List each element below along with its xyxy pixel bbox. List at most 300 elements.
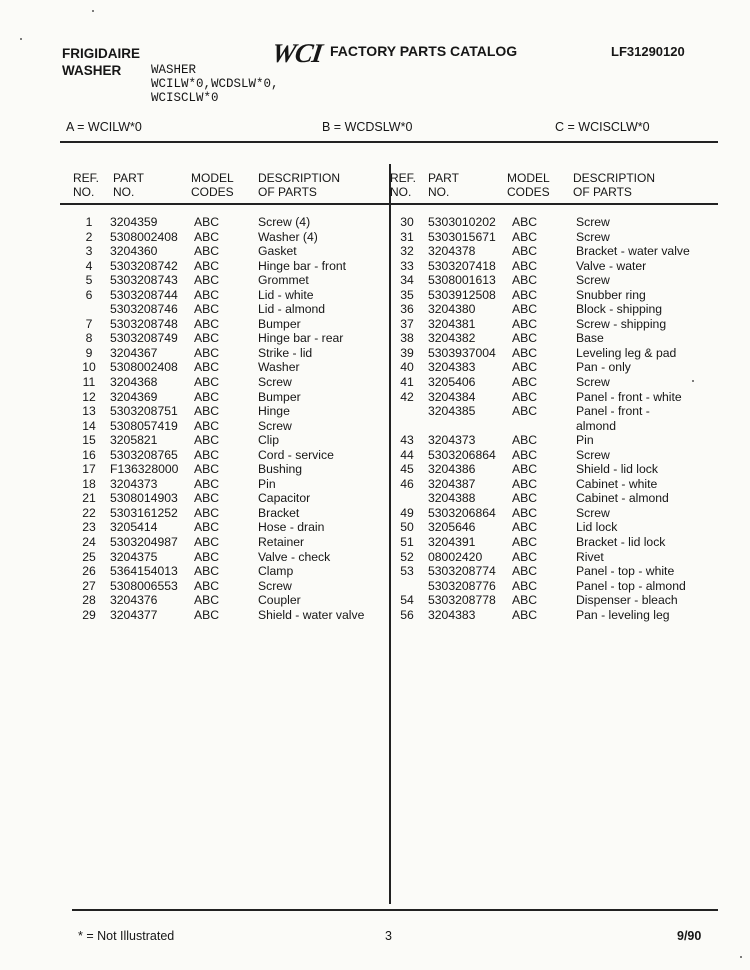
model-codes: ABC [194,316,220,331]
part-description: Lid - almond [258,302,326,317]
part-description: Washer (4) [258,229,318,244]
part-description: Cabinet - almond [576,491,669,506]
part-description: Strike - lid [258,345,313,360]
part-description: Bracket - lid lock [576,535,666,550]
part-description: Pan - only [576,360,631,375]
part-description: Panel - top - white [576,564,675,579]
ref-number: 54 [400,593,414,608]
parts-row [390,302,726,317]
ref-number: 30 [400,215,414,229]
parts-row [390,390,726,405]
ref-number: 52 [400,549,414,564]
part-description: Screw - shipping [576,316,667,331]
parts-row [390,433,726,448]
header-description-label: DESCRIPTION [573,171,656,185]
header-description-label: OF PARTS [258,185,317,199]
scan-speck [740,956,742,958]
model-codes: ABC [194,331,220,346]
part-number: F136328000 [110,462,179,477]
part-number: 3205821 [110,433,158,448]
part-description: Bracket - water valve [576,244,690,259]
model-codes: ABC [194,345,220,360]
model-codes: ABC [194,215,220,229]
scan-speck [692,380,694,382]
model-codes: ABC [512,535,538,550]
header-part-label: NO. [113,185,135,199]
part-description: Clamp [258,564,294,579]
footnote: * = Not Illustrated [78,929,175,943]
part-number: 3204359 [110,215,158,229]
model-codes: ABC [194,287,220,302]
parts-row [72,273,382,288]
part-description: Base [576,331,604,346]
part-description: Bushing [258,462,303,477]
ref-number: 46 [400,476,414,491]
bottom-rule [72,909,718,911]
parts-row [72,390,382,405]
model-codes: ABC [194,462,220,477]
model-codes: ABC [512,229,538,244]
ref-number [390,491,428,506]
parts-row [390,579,726,594]
part-description: Bumper [258,389,301,404]
part-number: 3204375 [110,549,158,564]
ref-number: 36 [400,302,414,317]
part-number: 3204369 [110,389,158,404]
parts-row [72,215,382,230]
part-number: 5303208776 [428,578,496,593]
ref-number: 11 [82,375,96,390]
part-number: 3204381 [428,316,476,331]
part-number: 3205646 [428,520,476,535]
model-codes: ABC [194,433,220,448]
part-number: 5303206864 [428,505,496,520]
ref-number: 51 [400,535,414,550]
parts-row [390,491,726,506]
header-model-label: CODES [191,185,234,199]
ref-number: 26 [82,564,96,579]
ref-number: 49 [400,505,414,520]
header-model-label: CODES [507,185,550,199]
part-number: 3204382 [428,331,476,346]
page-number: 3 [385,929,392,943]
model-codes: ABC [512,316,538,331]
ref-number: 12 [82,389,96,404]
parts-row [72,520,382,535]
brand-block [62,45,140,79]
parts-row [72,375,382,390]
model-codes: ABC [512,258,538,273]
ref-number: 1 [85,215,93,229]
part-description: Pan - leveling leg [576,607,670,622]
parts-row [72,302,382,317]
ref-number: 2 [85,229,93,244]
parts-row [72,448,382,463]
parts-row [390,448,726,463]
revision-date: 9/90 [677,929,702,943]
part-number: 5303208746 [110,302,178,317]
part-number: 3205406 [428,375,476,390]
ref-number: 28 [82,593,96,608]
ref-number: 23 [82,520,96,535]
parts-row [72,419,382,434]
model-key-a: A = WCILW*0 [66,120,142,134]
part-number: 5308057419 [110,418,178,433]
part-number: 3204377 [110,607,158,622]
part-description: Screw [258,578,292,593]
header-ref [390,171,416,199]
ref-number: 38 [400,331,414,346]
parts-row [72,477,382,492]
parts-row [390,535,726,550]
model-codes: ABC [512,593,538,608]
model-codes: ABC [512,215,538,229]
part-description: Dispenser - bleach [576,593,678,608]
part-description: Block - shipping [576,302,663,317]
parts-row [72,331,382,346]
part-number: 5303208744 [110,287,178,302]
ref-number: 15 [82,433,96,448]
ref-number: 32 [400,244,414,259]
part-number: 5303208765 [110,447,178,462]
ref-number [390,404,428,419]
part-number: 5303208742 [110,258,178,273]
parts-row [72,506,382,521]
model-codes: ABC [194,273,220,288]
part-description: Screw [576,273,610,288]
part-number: 5303208743 [110,273,178,288]
part-number: 5303208749 [110,331,178,346]
part-description: Hinge bar - front [258,258,347,273]
part-number: 5308014903 [110,491,178,506]
parts-row [72,346,382,361]
model-codes: ABC [512,389,538,404]
model-list [151,63,279,105]
model-codes: ABC [194,535,220,550]
model-codes: ABC [512,447,538,462]
part-number: 3204367 [110,345,158,360]
parts-row [72,288,382,303]
part-description: Screw [576,505,610,520]
parts-row [72,579,382,594]
part-number: 3204380 [428,302,476,317]
model-codes: ABC [512,462,538,477]
parts-row [390,288,726,303]
model-codes: ABC [194,476,220,491]
model-codes: ABC [194,593,220,608]
header-part-label: PART [113,171,144,185]
ref-number: 10 [82,360,96,375]
parts-row [72,433,382,448]
parts-row [390,346,726,361]
parts-row [72,593,382,608]
parts-row [72,491,382,506]
part-number: 5303206864 [428,447,496,462]
part-number: 3204388 [428,491,476,506]
part-description: Clip [258,433,279,448]
parts-row [72,244,382,259]
part-description: Screw [576,215,610,229]
ref-number: 31 [400,229,414,244]
model-codes: ABC [512,520,538,535]
ref-number: 14 [82,418,96,433]
header-description-label: OF PARTS [573,185,632,199]
model-codes: ABC [194,404,220,419]
part-number: 3204391 [428,535,476,550]
parts-row [390,477,726,492]
part-number: 5308002408 [110,360,178,375]
model-codes: ABC [512,549,538,564]
part-number: 3204385 [428,404,476,419]
ref-number: 34 [400,273,414,288]
part-description: Hinge [258,404,290,419]
parts-row [390,608,726,623]
ref-number: 29 [82,607,96,622]
ref-number: 53 [400,564,414,579]
ref-number: 43 [400,433,414,448]
model-codes [512,419,576,434]
part-description: Grommet [258,273,309,288]
ref-number: 6 [85,287,93,302]
ref-number: 3 [85,244,93,259]
ref-number: 18 [82,476,96,491]
part-description: almond [576,418,616,433]
part-number: 5364154013 [110,564,178,579]
part-description: Lid - white [258,287,314,302]
part-description: Coupler [258,593,301,608]
model-codes: ABC [512,404,538,419]
ref-number: 37 [400,316,414,331]
part-number: 5303204987 [110,535,178,550]
part-number: 5303161252 [110,505,178,520]
part-description: Valve - water [576,258,647,273]
part-number: 3204387 [428,476,476,491]
model-codes: ABC [194,418,220,433]
part-number: 3205414 [110,520,158,535]
ref-number: 35 [400,287,414,302]
part-description: Shield - lid lock [576,462,658,477]
parts-row [390,520,726,535]
parts-row [72,259,382,274]
header-ref-label: NO. [390,185,412,199]
model-codes: ABC [512,331,538,346]
ref-number: 24 [82,535,96,550]
model-key-c: C = WCISCLW*0 [555,120,650,134]
header-part-label: NO. [428,185,450,199]
header-model [507,171,550,199]
parts-table-left [72,215,382,622]
model-codes: ABC [512,375,538,390]
part-number: 5303015671 [428,229,496,244]
header-description-label: DESCRIPTION [258,171,341,185]
model-list-line: WCISCLW*0 [151,91,219,105]
part-description: Rivet [576,549,604,564]
model-codes: ABC [512,244,538,259]
part-number: 3204368 [110,375,158,390]
header-part [113,171,144,199]
part-description: Bumper [258,316,301,331]
parts-row [390,215,726,230]
ref-number: 41 [400,375,414,390]
model-codes: ABC [512,476,538,491]
model-list-line: WCILW*0,WCDSLW*0, [151,77,279,91]
catalog-number: LF31290120 [611,44,685,59]
ref-number: 50 [400,520,414,535]
part-description: Cabinet - white [576,476,658,491]
ref-number: 45 [400,462,414,477]
model-codes: ABC [512,607,538,622]
part-number: 5303010202 [428,215,496,229]
model-codes: ABC [194,360,220,375]
part-number: 3204360 [110,244,158,259]
model-codes: ABC [194,244,220,259]
parts-row [72,535,382,550]
model-codes: ABC [194,389,220,404]
ref-number: 44 [400,447,414,462]
product-type: WASHER [62,63,122,78]
part-number: 5303937004 [428,345,496,360]
parts-row [390,230,726,245]
catalog-title: FACTORY PARTS CATALOG [330,43,518,59]
model-codes: ABC [194,520,220,535]
parts-row [390,375,726,390]
parts-row [390,317,726,332]
ref-number: 42 [400,389,414,404]
ref-number: 9 [85,345,93,360]
part-description: Screw [576,447,610,462]
ref-number: 8 [85,331,93,346]
part-number: 3204373 [110,476,158,491]
ref-number [390,579,428,594]
parts-row [72,564,382,579]
part-description: Leveling leg & pad [576,345,677,360]
part-number: 3204378 [428,244,476,259]
model-list-line: WASHER [151,63,197,77]
parts-row [72,462,382,477]
parts-table-right [390,215,726,622]
header-model [191,171,234,199]
part-number: 3204376 [110,593,158,608]
scan-speck [20,38,22,40]
part-description: Bracket [258,505,300,520]
ref-number: 4 [85,258,93,273]
ref-number: 39 [400,345,414,360]
part-description: Hose - drain [258,520,325,535]
ref-number [390,419,428,434]
part-number: 3204383 [428,360,476,375]
ref-number: 7 [85,316,93,331]
part-number: 5308002408 [110,229,178,244]
part-number: 5303208751 [110,404,178,419]
part-description: Screw [576,229,610,244]
model-codes: ABC [512,345,538,360]
ref-number: 22 [82,505,96,520]
model-codes: ABC [512,302,538,317]
ref-number: 5 [85,273,93,288]
parts-row [390,462,726,477]
model-codes: ABC [194,549,220,564]
ref-number: 56 [400,607,414,622]
part-description: Shield - water valve [258,607,365,622]
part-description: Screw [258,418,292,433]
header-description [258,171,340,199]
header-part-label: PART [428,171,459,185]
part-description: Valve - check [258,549,331,564]
parts-row [390,331,726,346]
model-codes: ABC [194,302,220,317]
header-description [573,171,655,199]
ref-number: 13 [82,404,96,419]
parts-row [72,360,382,375]
model-codes: ABC [194,491,220,506]
part-number: 5303208774 [428,564,496,579]
model-codes: ABC [512,505,538,520]
part-description: Hinge bar - rear [258,331,344,346]
part-number: 3204373 [428,433,476,448]
parts-row [390,593,726,608]
ref-number: 25 [82,549,96,564]
brand-name: FRIGIDAIRE [62,46,141,61]
ref-number: 17 [82,462,96,477]
part-description: Panel - front - [576,404,650,419]
model-codes: ABC [512,433,538,448]
header-ref [73,171,99,199]
model-codes: ABC [194,258,220,273]
model-codes: ABC [194,447,220,462]
part-number: 3204386 [428,462,476,477]
model-codes: ABC [194,505,220,520]
top-rule [60,141,718,143]
model-codes: ABC [194,578,220,593]
parts-row [390,360,726,375]
part-description: Screw (4) [258,215,311,229]
model-codes: ABC [512,491,538,506]
part-description: Pin [576,433,594,448]
model-codes: ABC [194,564,220,579]
part-number [428,419,512,434]
scan-speck [92,10,94,12]
part-number: 5308006553 [110,578,178,593]
ref-number: 21 [82,491,96,506]
part-description: Washer [258,360,300,375]
part-description: Cord - service [258,447,334,462]
header-ref-label: NO. [73,185,95,199]
wci-logo: WCI [269,38,324,68]
ref-number: 33 [400,258,414,273]
parts-row [390,550,726,565]
parts-row [72,550,382,565]
parts-row [390,259,726,274]
model-key-b: B = WCDSLW*0 [322,120,413,134]
model-codes: ABC [512,360,538,375]
part-number: 5303912508 [428,287,496,302]
parts-row [390,564,726,579]
model-codes: ABC [194,375,220,390]
model-codes: ABC [512,273,538,288]
parts-row [390,404,726,419]
parts-row [390,273,726,288]
ref-number: 27 [82,578,96,593]
part-number: 08002420 [428,549,483,564]
part-description: Screw [576,375,610,390]
part-description: Retainer [258,535,305,550]
header-model-label: MODEL [507,171,550,185]
ref-number: 16 [82,447,96,462]
part-description: Lid lock [576,520,618,535]
part-number: 5303207418 [428,258,496,273]
model-codes: ABC [512,578,538,593]
model-codes: ABC [194,229,220,244]
